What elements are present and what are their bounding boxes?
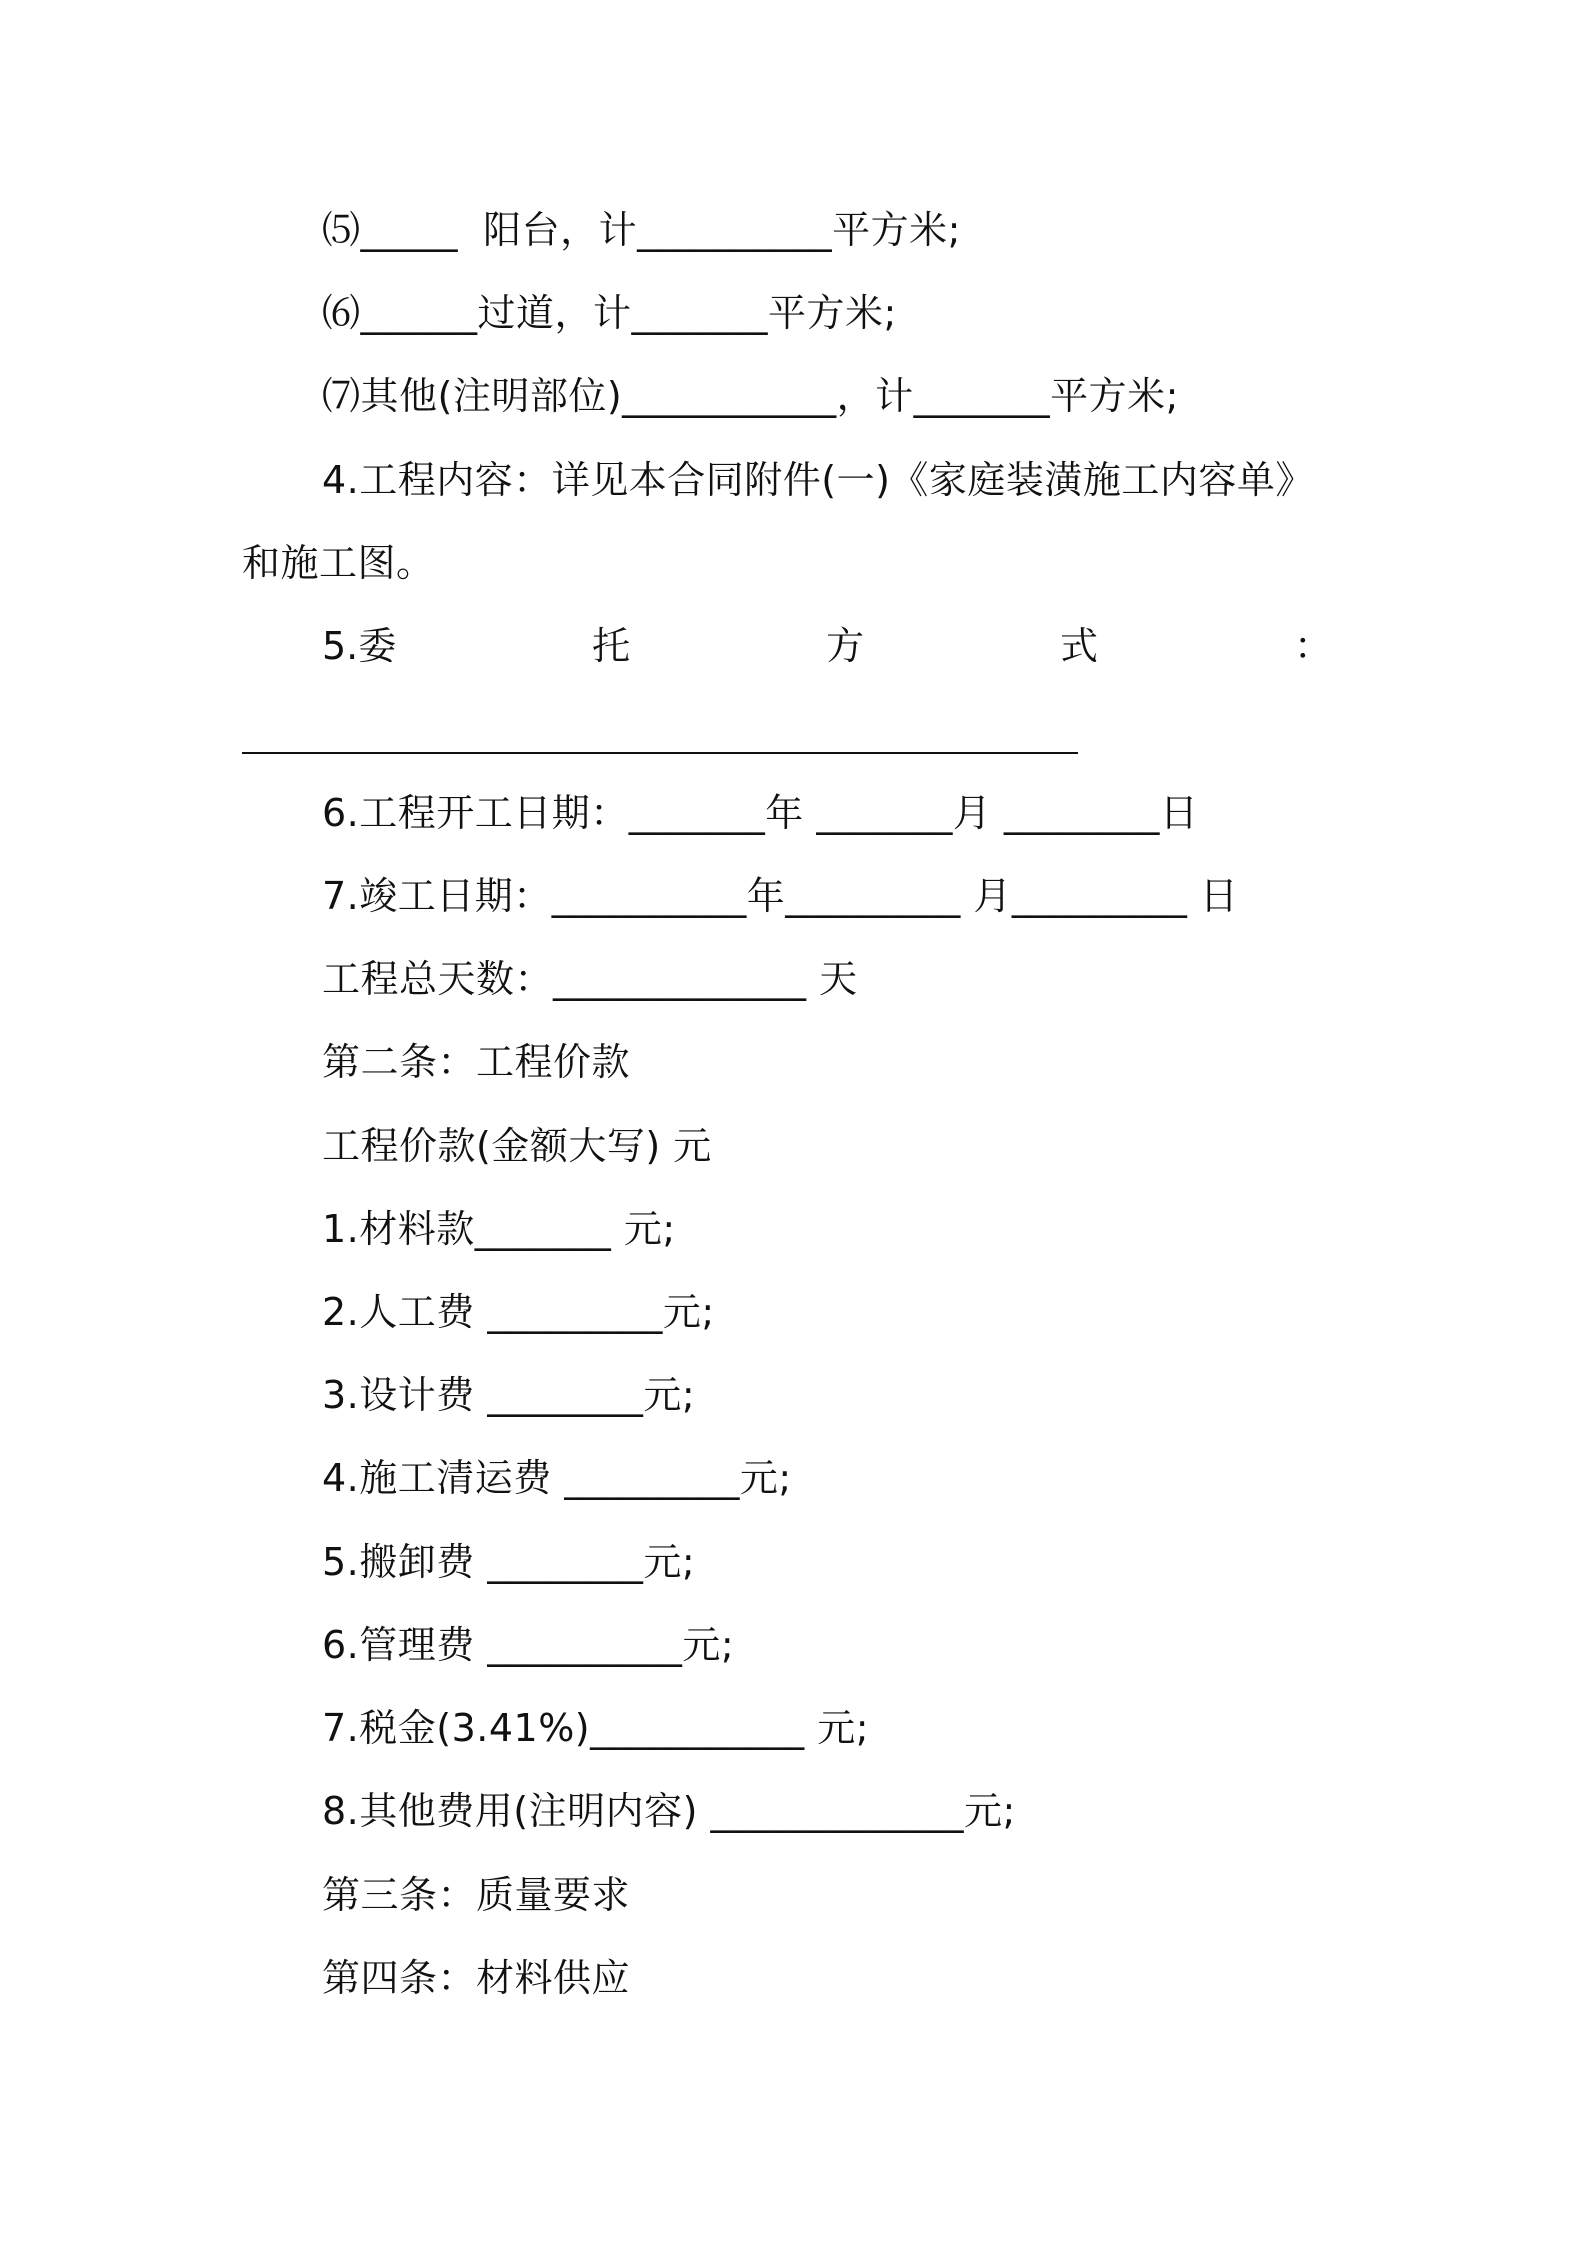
entrust-method-line bbox=[322, 621, 1332, 671]
labor-fee-line: 2.人工费 _________元; bbox=[322, 1290, 715, 1334]
cleanup-fee-line: 4.施工清运费 _________元; bbox=[322, 1456, 792, 1500]
item-balcony-area: ⑸_____ 阳台，计__________平方米; bbox=[322, 208, 961, 252]
item-corridor-area: ⑹______过道，计_______平方米; bbox=[322, 291, 897, 335]
entrust-method-blank bbox=[242, 752, 1078, 754]
project-content-line-2: 和施工图。 bbox=[242, 541, 435, 585]
article-3-heading: 第三条：质量要求 bbox=[322, 1873, 631, 1917]
management-fee-line: 6.管理费 __________元; bbox=[322, 1623, 735, 1667]
entrust-colon: ： bbox=[1293, 624, 1332, 668]
item-other-area: ⑺其他(注明部位)___________，计_______平方米; bbox=[322, 374, 1179, 418]
entrust-char-3: 方 bbox=[826, 624, 865, 668]
start-date-line: 6.工程开工日期：_______年 _______月 ________日 bbox=[322, 791, 1199, 835]
total-days-line: 工程总天数：_____________ 天 bbox=[322, 957, 858, 1001]
entrust-char-4: 式 bbox=[1060, 624, 1099, 668]
entrust-char-2: 托 bbox=[592, 624, 631, 668]
other-fees-line: 8.其他费用(注明内容) _____________元; bbox=[322, 1789, 1016, 1833]
project-content-line-1: 4.工程内容：详见本合同附件(一)《家庭装潢施工内容单》 bbox=[322, 458, 1314, 502]
completion-date-line: 7.竣工日期：__________年_________ 月_________ 日 bbox=[322, 874, 1239, 918]
project-price-line: 工程价款(金额大写) 元 bbox=[322, 1124, 712, 1168]
material-fee-line: 1.材料款_______ 元; bbox=[322, 1207, 676, 1251]
design-fee-line: 3.设计费 ________元; bbox=[322, 1373, 696, 1417]
article-4-heading: 第四条：材料供应 bbox=[322, 1956, 631, 2000]
article-2-heading: 第二条：工程价款 bbox=[322, 1040, 631, 1084]
entrust-char-1: 5.委 bbox=[322, 624, 397, 668]
tax-line: 7.税金(3.41%)___________ 元; bbox=[322, 1706, 870, 1750]
moving-fee-line: 5.搬卸费 ________元; bbox=[322, 1540, 696, 1584]
